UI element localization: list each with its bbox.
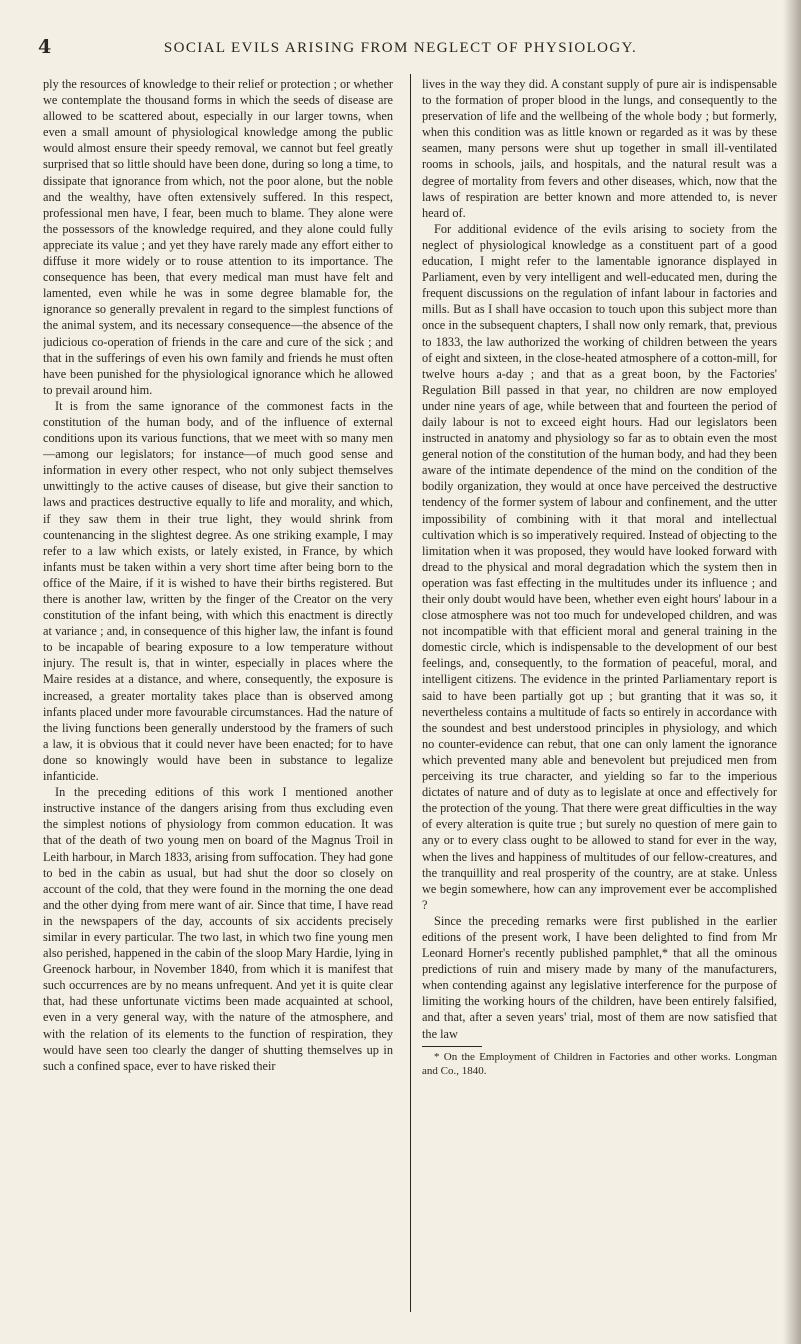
page-edge-shadow (783, 0, 801, 1344)
paragraph: ply the resources of knowledge to their relief or protection ; or whether we contemplate the thousand forms in which the seeds of disease are allowed to be scattered about, especially in our larger towns, when even a small amount of physiological knowledge among the public would almost ensure their speedy removal, we cannot but feel greatly surprised that so little should have been done, during so long a time, to dissipate that ignorance from which, not the poor alone, but the noble and the wealthy, have often extensively suffered. In this respect, professional men have, I fear, been much to blame. They alone were the possessors of the knowledge required, and they alone could fully appreciate its value ; and yet they have rarely made any effort either to diffuse it more widely or to rouse attention to its importance. The consequence has been, that every medical man must have felt and lamented, even while he was in some degree blamable for, the ignorance so generally prevalent in regard to the simplest functions of the animal system, and its necessary consequence—the absence of the judicious co-operation of friends in the care and cure of the sick ; and that in the sufferings of even his own family and friends he must often have been punished for the physiological ignorance which he allowed to prevail around him. (43, 77, 393, 397)
footnote: * On the Employment of Children in Factories and other works. Longman and Co., 1840. (422, 1050, 777, 1077)
paragraph: For additional evidence of the evils arising to society from the neglect of physiological knowledge as a constituent part of a good education, I might refer to the lamentable ignorance displayed in Parliament, even by very intelligent and well-educated men, during the frequent discussions on the regulation of infant labour in factories and mills. But as I shall have occasion to touch upon this subject more than once in the subsequent chapters, I shall now only remark, that, previous to 1833, the law authorized the working of children between the years of eight and sixteen, in the close-heated atmosphere of a cotton-mill, for twelve hours a-day ; and that as a great boon, by the Factories' Regulation Bill passed in that year, no children are now employed under nine years of age, while between that and fourteen the period of daily labour is not to exceed eight hours. Had our legislators been instructed in anatomy and physiology so far as to obtain even the most general notion of the constitution of the human body, and had they been aware of the intimate dependence of the mind on the condition of the bodily organization, they would at once have perceived the destructive tendency of the former system of labour and confinement, and the utter impossibility of combining with it that moral and intellectual cultivation which is so imperatively required. Instead of objecting to the limitation when it was proposed, they would have looked forward with dread to the physical and moral degradation which the system then in operation was fast effecting in the multitudes under its influence ; and their only doubt would have been, whether even eight hours' labour in a close atmosphere was not too much for undeveloped children, and was not incompatible with that efficient moral and general training in the domestic circle, which is indispensable to the development of our best feelings, and, consequently, to the formation of peaceful, moral, and intelligent citizens. The evidence in the printed Parliamentary report is said to have been partially got up ; but granting that it was so, it nevertheless contains a multitude of facts so entirely in accordance with the soundest and best understood principles in physiology, and which no counter-evidence can rebut, that one can only lament the ignorance which prevented many able and benevolent but prejudiced men from perceiving its true character, and yielding so far to the imperious dictates of nature and of duty as to legislate at once and effectively for the protection of the young. That there were great difficulties in the way of every alteration is quite true ; but surely no question of mere gain to any or to every class ought to be allowed to stand for ever in the way, when the lives and happiness of multitudes of our fellow-creatures, and the tranquillity and real prosperity of the country, are at stake. Unless we begin somewhere, how can any improvement ever be accomplished ? (422, 221, 777, 912)
footnote-rule (422, 1046, 482, 1047)
running-head: SOCIAL EVILS ARISING FROM NEGLECT OF PHYSIOLOGY. (163, 40, 638, 56)
paragraph: lives in the way they did. A constant supply of pure air is indispensable to the formation of proper blood in the lungs, and consequently to the preservation of life and the wellbeing of the whole body ; but formerly, when this condition was as little known or regarded as it was by these seamen, many persons were shut up together in small ill-ventilated rooms in schools, jails, and hospitals, and the natural result was a degree of mortality from fevers and other diseases, which, now that the laws of respiration are better known and more attended to, is never heard of. (422, 77, 777, 220)
page-number: 4 (38, 36, 52, 58)
paragraph: It is from the same ignorance of the commonest facts in the constitution of the human body, and of the influence of external conditions upon its various functions, that we meet with so many men—among our legislators; for instance—of much good sense and information in every other respect, who not only subject themselves unwittingly to the active causes of disease, but give their sanction to laws and practices destructive equally to life and morality, and which, if they saw them in their true light, they would shrink from countenancing in the slightest degree. As one striking example, I may refer to a law which exists, or lately existed, in France, by which infants must be taken within a very short time after being born to the office of the Maire, if it is wished to have their births registered. But there is another law, written by the finger of the Creator on the very constitution of the infant being, with which this enactment is directly at variance ; and, in consequence of this higher law, the infant is found to be incapable of bearing exposure to a low temperature without injury. The result is, that in winter, especially in places where the Maire resides at a distance, and where, consequently, the exposure is increased, a greater mortality takes place than is observed among infants placed under more favourable circumstances. Had the nature of the living functions been generally understood by the framers of such a law, it is obvious that it could never have been enacted; for to have done so knowingly would have been in substance to legalize infanticide. (43, 398, 393, 784)
left-column (43, 76, 393, 1338)
column-divider (410, 74, 411, 1312)
right-column (422, 76, 777, 1338)
paragraph: In the preceding editions of this work I mentioned another instructive instance of the dangers arising from thus excluding even the simplest notions of physiology from common education. It was that of the death of two young men on board of the Magnus Troil in Leith harbour, in March 1833, arising from suffocation. They had gone to bed in the cabin as usual, but had shut the door so closely on account of the cold, that they were found in the morning the one dead and the other dying from mere want of air. Since that time, I have read in the newspapers of the day, accounts of six accidents precisely similar in every particular. The two last, in which two fine young men also perished, happened in the cabin of the sloop Mary Hardie, lying in Greenock harbour, in November 1840, from which it is manifest that such occurrences are by no means unfrequent. And yet it is quite clear that, had these unfortunate victims been made acquainted at school, even in a very general way, with the nature of the atmosphere, and with the relation of its elements to the function of respiration, they would have seen too clearly the danger of shutting themselves up in such a confined space, ever to have risked their (43, 785, 393, 1073)
paragraph: Since the preceding remarks were first published in the earlier editions of the present work, I have been delighted to find from Mr Leonard Horner's recently published pamphlet,* that all the ominous predictions of ruin and misery made by many of the manufacturers, when contending against any legislative interference for the purpose of limiting the working hours of the children, have been entirely falsified, and that, after a seven years' trial, most of them are now satisfied that the law (422, 913, 777, 1041)
